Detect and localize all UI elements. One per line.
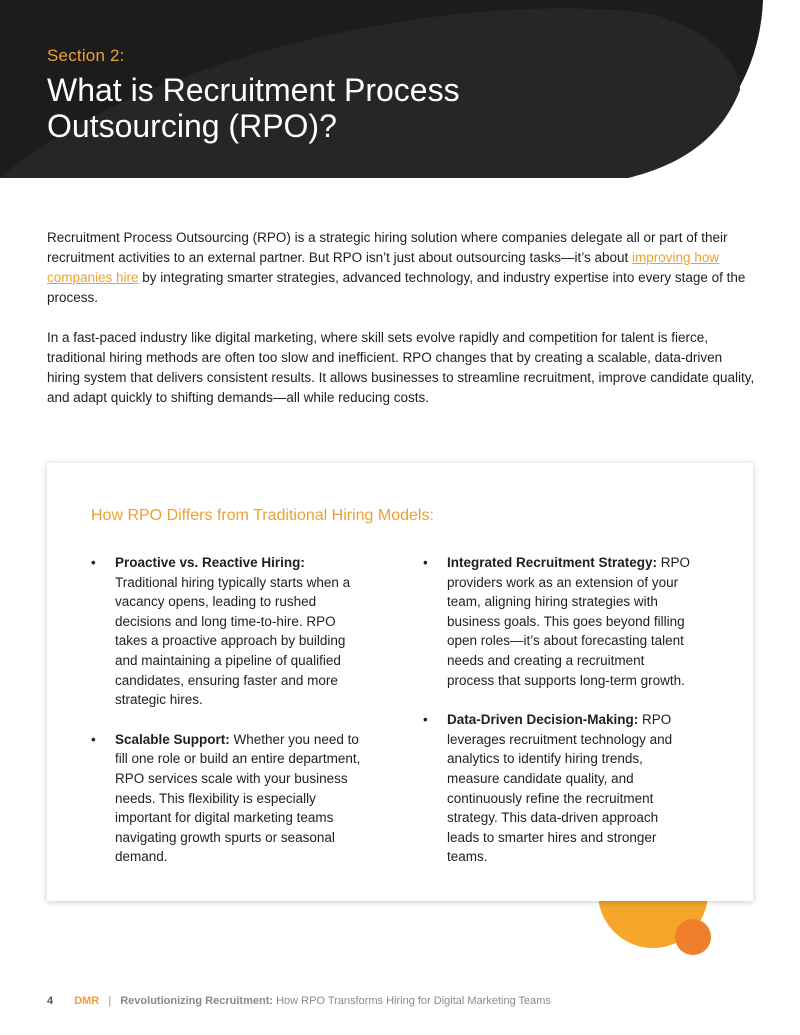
improving-hire-link[interactable]: improving how companies hire <box>47 250 720 285</box>
rpo-differences-card <box>47 463 753 901</box>
list-item-integrated <box>423 553 693 690</box>
list-item-proactive <box>91 553 361 710</box>
intro-p1-start: Recruitment Process Outsourcing (RPO) is a strategic hiring solution where companies delegate all or part of their recruitment activities to an external partner. But RPO isn’t just about outsourcing tasks—it’s about <box>47 230 728 265</box>
item-text: RPO providers work as an extension of your team, aligning hiring strategies with business goals. This goes beyond filling open roles—it’s about forecasting talent needs and creating a recruitment process that supports long-term growth. <box>447 555 691 688</box>
footer-separator: | <box>108 995 112 1007</box>
list-item-scalable <box>91 730 361 867</box>
page-title: What is Recruitment Process Outsourcing (RPO)? <box>47 72 460 144</box>
item-text: Traditional hiring typically starts when a vacancy opens, leading to rushed decisions and long time-to-hire. RPO takes a proactive approach by building and maintaining a pipeline of qualified candidates, ensuring faster and more strategic hires. <box>115 574 351 708</box>
intro-paragraph-1 <box>47 228 757 308</box>
decorative-small-circle <box>675 919 711 955</box>
bullet-icon: • <box>91 555 96 570</box>
header-banner <box>0 0 800 178</box>
intro-p1-end: by integrating smarter strategies, advanced technology, and industry expertise into every stage of the process. <box>47 270 746 305</box>
intro-text <box>47 228 757 428</box>
bullet-icon: • <box>423 712 428 728</box>
doc-title-bold: Revolutionizing Recruitment: <box>120 995 274 1007</box>
doc-title-rest: How RPO Transforms Hiring for Digital Marketing Teams <box>273 995 551 1007</box>
item-title: Scalable Support: <box>115 731 230 747</box>
item-title: Proactive vs. Reactive Hiring: <box>115 555 305 570</box>
bullet-icon: • <box>423 555 428 570</box>
intro-paragraph-2: In a fast-paced industry like digital marketing, where skill sets evolve rapidly and competition for talent is fierce, traditional hiring methods are often too slow and inefficient. RPO changes that by creating a scalable, data-driven hiring system that delivers consistent results. It allows businesses to streamline recruitment, improve candidate quality, and adapt quickly to shifting demands—all while reducing costs. <box>47 330 755 405</box>
card-title: How RPO Differs from Traditional Hiring Models: <box>91 507 434 524</box>
item-text: Whether you need to fill one role or build an entire department, RPO services scale with your business needs. This flexibility is especially important for digital marketing teams navigating growth spurts or seasonal demand. <box>115 731 361 865</box>
section-label: Section 2: <box>47 46 125 65</box>
card-right-column <box>423 553 693 887</box>
item-text: RPO leverages recruitment technology and analytics to identify hiring trends, measure candidate quality, and continuously refine the recruitment strategy. This data-driven approach leads to smarter hires and stronger teams. <box>447 712 673 865</box>
brand-name: DMR <box>74 995 100 1007</box>
item-title: Integrated Recruitment Strategy: <box>447 555 658 570</box>
item-title: Data-Driven Decision-Making: <box>447 712 639 728</box>
list-item-data-driven <box>423 710 693 867</box>
card-left-column <box>91 553 361 887</box>
bullet-icon: • <box>91 731 96 747</box>
page-footer <box>47 995 551 1007</box>
page-number: 4 <box>47 995 54 1007</box>
